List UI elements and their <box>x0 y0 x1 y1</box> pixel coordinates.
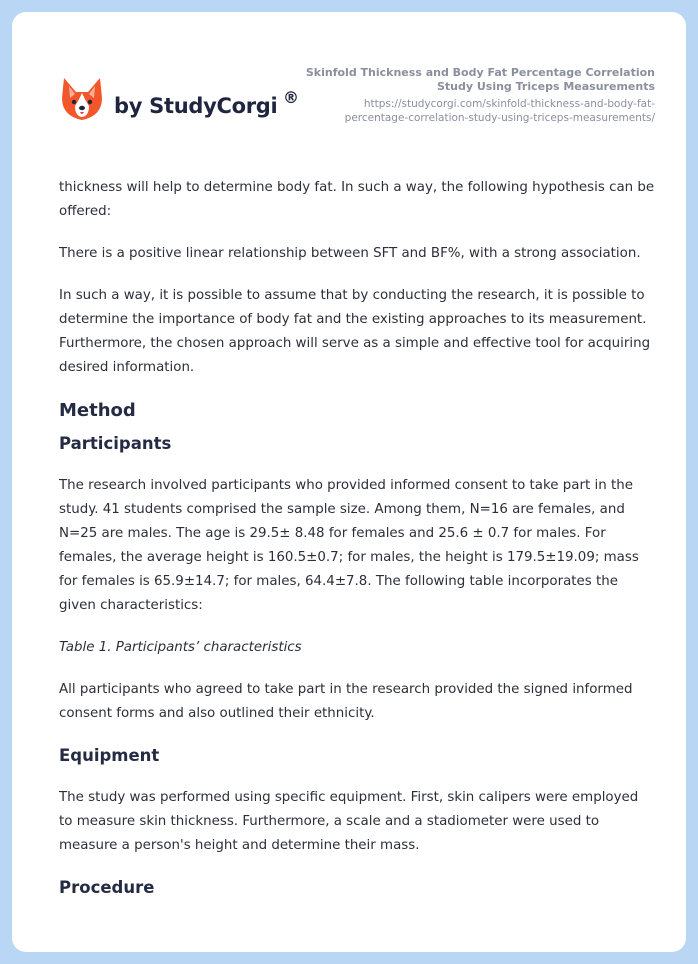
document-body <box>59 176 655 918</box>
studycorgi-logo[interactable] <box>60 76 320 136</box>
section-heading-method: Method <box>59 400 136 421</box>
registered-mark: ® <box>283 88 299 107</box>
paragraph: All participants who agreed to take part in the research provided the signed informed consent forms and also outlined their ethnicity. <box>59 682 633 721</box>
paragraph: In such a way, it is possible to assume that by conducting the research, it is possible to determine the importance of body fat and the existing approaches to its measurement. Furthermore, the chosen approach will serve as a simple and effective tool for acquiring desired information. <box>59 288 651 375</box>
subsection-heading-participants: Participants <box>59 434 172 453</box>
document-title: Skinfold Thickness and Body Fat Percentage Correlation Study Using Triceps Measurements <box>305 66 655 93</box>
logo-text: by StudyCorgi <box>114 94 278 118</box>
corgi-head-icon <box>60 76 104 122</box>
header <box>12 12 686 152</box>
hypothesis-paragraph: There is a positive linear relationship between SFT and BF%, with a strong association. <box>59 246 641 261</box>
paragraph: thickness will help to determine body fat. In such a way, the following hypothesis can be offered: <box>59 180 655 219</box>
document-page <box>12 12 686 952</box>
paragraph: The research involved participants who provided informed consent to take part in the study. 41 students comprised the sample size. Among them, N=16 are females, and N=25 are males. The age is 29.5± 8.48 for females and 25.6 ± 0.7 for males. For females, the average height is 160.5±0.7; for males, the height is 179.5±19.09; mass for females is 65.9±14.7; for males, 64.4±7.8. The following table incorporates the given characteristics: <box>59 478 639 613</box>
subsection-heading-procedure: Procedure <box>59 878 155 897</box>
paragraph: The study was performed using specific equipment. First, skin calipers were employed to measure skin thickness. Furthermore, a scale and a stadiometer were used to measure a person's height and determine their mass. <box>59 790 639 853</box>
document-url-link[interactable]: https://studycorgi.com/skinfold-thickness-and-body-fat-percentage-correlation-study-using-triceps-measurements/ <box>344 98 655 124</box>
subsection-heading-equipment: Equipment <box>59 746 160 765</box>
table-caption: Table 1. Participants’ characteristics <box>59 640 302 655</box>
